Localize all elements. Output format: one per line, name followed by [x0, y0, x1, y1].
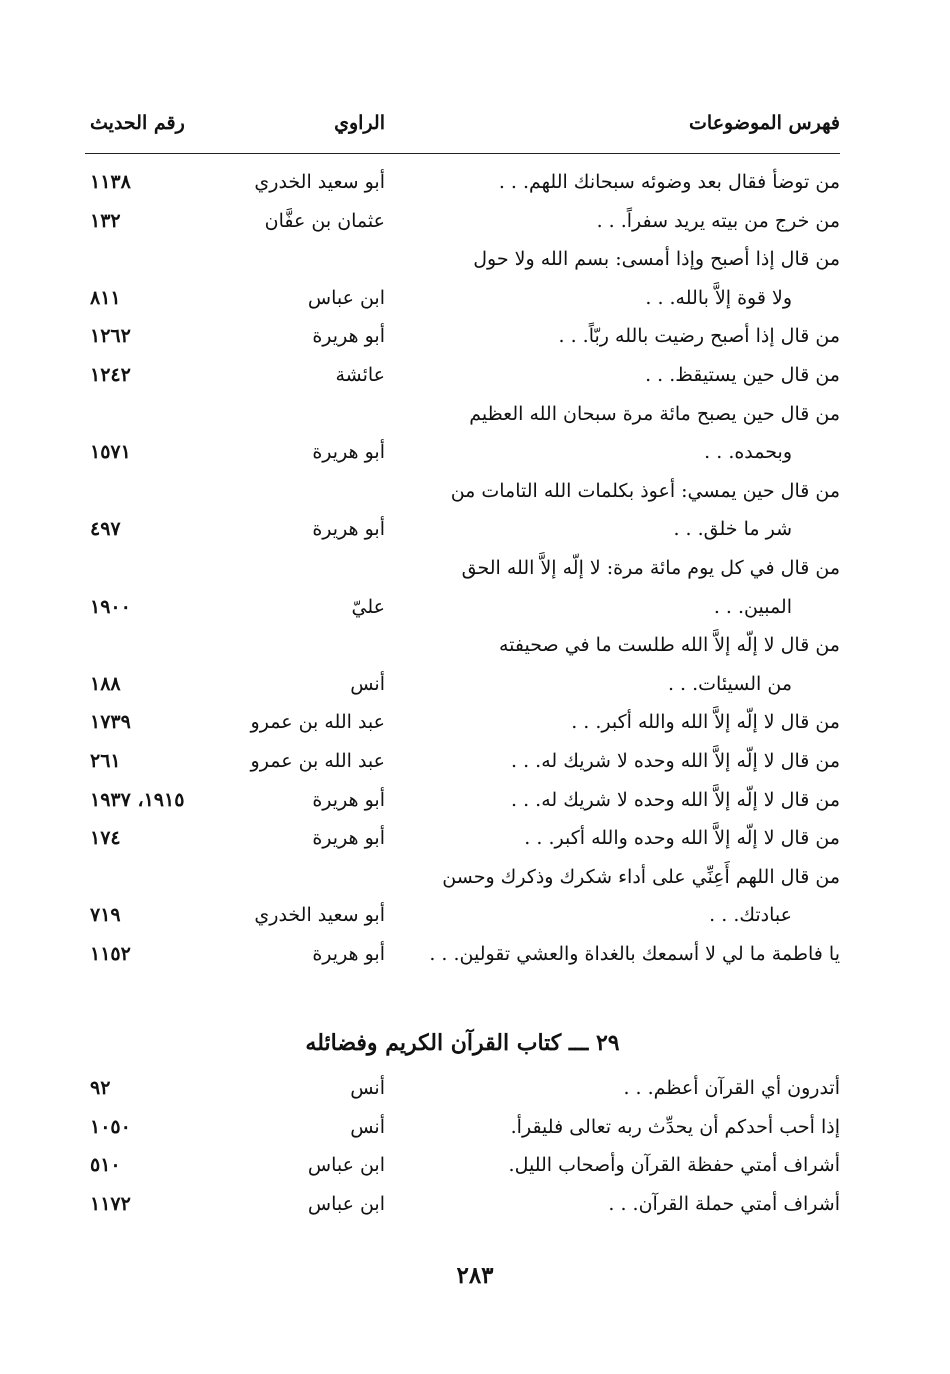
hadith-number: ١٩١٥، ١٩٣٧ — [90, 788, 185, 811]
hadith-number: ٨١١ — [90, 286, 121, 309]
hadith-number: ١١٥٢ — [90, 942, 131, 965]
topic-text: من قال لا إلّه إلاَّ الله وحده لا شريك له. . . — [511, 749, 840, 772]
topic-text: من قال حين يستيقظ. . . — [645, 363, 840, 386]
index-row — [85, 596, 840, 635]
index-row — [85, 827, 840, 866]
index-row — [85, 673, 840, 712]
topic-text: من قال حين يمسي: أعوذ بكلمات الله التامات من — [450, 479, 840, 502]
hadith-number: ١٧٣٩ — [90, 711, 131, 734]
topic-text: ولا قوة إلاَّ بالله. . . — [645, 286, 792, 309]
index-row — [85, 1193, 840, 1232]
hadith-number-column-header: رقم الحديث — [90, 112, 185, 134]
narrator-text: أبو هريرة — [312, 942, 385, 965]
index-row — [85, 518, 840, 557]
narrator-text: أنس — [350, 672, 385, 695]
hadith-number: ٧١٩ — [90, 904, 121, 927]
hadith-number: ١٩٠٠ — [90, 595, 131, 618]
index-row — [85, 1154, 840, 1193]
narrator-text: أنس — [350, 1077, 385, 1099]
narrator-text: أنس — [350, 1115, 385, 1138]
index-list — [85, 171, 840, 981]
index-row — [85, 171, 840, 210]
topic-text: من توضأ فقال بعد وضوئه سبحانك اللهم. . . — [498, 171, 840, 193]
narrator-text: عليّ — [351, 595, 385, 618]
topic-text: وبحمده. . . — [704, 441, 792, 464]
hadith-number: ٢٦١ — [90, 749, 121, 772]
hadith-number: ١٢٦٢ — [90, 325, 131, 348]
hadith-number: ٥١٠ — [90, 1154, 121, 1177]
hadith-number: ١١٣٨ — [90, 171, 131, 193]
topic-text: من قال لا إلّه إلاَّ الله وحده لا شريك له. . . — [511, 788, 840, 811]
index-row — [85, 634, 840, 673]
index-row — [85, 210, 840, 249]
index-row — [85, 789, 840, 828]
index-row — [85, 480, 840, 519]
hadith-number: ١٠٥٠ — [90, 1115, 131, 1138]
topic-text: من قال لا إلّه إلاَّ الله والله أكبر. . . — [571, 711, 840, 734]
topic-text: من قال اللهم أَعِنِّي على أداء شكرك وذكرك وحسن — [442, 865, 840, 888]
topic-text: أشراف أمتي حفظة القرآن وأصحاب الليل. — [508, 1154, 840, 1177]
narrator-text: عائشة — [335, 363, 385, 386]
index-row — [85, 287, 840, 326]
hadith-number: ٩٢ — [90, 1077, 111, 1099]
topic-text: من قال إذا أصبح رضيت بالله ربّاً. . . — [558, 325, 840, 348]
narrator-text: عبد الله بن عمرو — [250, 749, 385, 772]
hadith-number: ١١٧٢ — [90, 1192, 131, 1215]
index-row — [85, 248, 840, 287]
narrator-text: أبو هريرة — [312, 325, 385, 348]
index-row — [85, 904, 840, 943]
index-row — [85, 1077, 840, 1116]
index-row — [85, 1116, 840, 1155]
index-row — [85, 325, 840, 364]
topic-text: أتدرون أي القرآن أعظم. . . — [623, 1077, 840, 1099]
topic-text: من قال في كل يوم مائة مرة: لا إلّه إلاَّ الله الحق — [461, 556, 840, 579]
table-header — [85, 112, 840, 146]
topic-text: شر ما خلق. . . — [673, 518, 792, 541]
index-row — [85, 441, 840, 480]
topic-text: من قال إذا أصبح وإذا أمسى: بسم الله ولا حول — [473, 248, 840, 271]
narrator-text: ابن عباس — [307, 1192, 385, 1215]
hadith-number: ١٢٤٢ — [90, 363, 131, 386]
index-row — [85, 711, 840, 750]
topic-text: من السيئات. . . — [667, 672, 792, 695]
narrator-text: أبو سعيد الخدري — [254, 904, 385, 927]
hadith-number: ٤٩٧ — [90, 518, 121, 541]
narrator-text: ابن عباس — [307, 286, 385, 309]
section-index-list — [85, 1077, 840, 1231]
topic-text: إذا أحب أحدكم أن يحدِّث ربه تعالى فليقرأ. — [510, 1115, 840, 1138]
topic-text: من قال حين يصبح مائة مرة سبحان الله العظيم — [469, 402, 840, 425]
topic-text: عبادتك. . . — [709, 904, 792, 927]
topic-text: من قال لا إلّه إلاَّ الله طلست ما في صحيفته — [499, 634, 840, 657]
narrator-text: أبو هريرة — [312, 441, 385, 464]
narrator-column-header: الراوي — [334, 112, 385, 134]
topic-text: أشراف أمتي حملة القرآن. . . — [608, 1192, 840, 1215]
index-row — [85, 943, 840, 982]
hadith-number: ١٣٢ — [90, 209, 121, 232]
index-row — [85, 364, 840, 403]
topic-text: يا فاطمة ما لي لا أسمعك بالغداة والعشي تقولين. . . — [429, 942, 840, 965]
topic-text: من خرج من بيته يريد سفراً. . . — [596, 209, 840, 232]
topic-text: المبين. . . — [713, 595, 792, 618]
hadith-number: ١٨٨ — [90, 672, 121, 695]
narrator-text: ابن عباس — [307, 1154, 385, 1177]
index-row — [85, 557, 840, 596]
section-heading: ٢٩ ـــ كتاب القرآن الكريم وفضائله — [305, 1030, 620, 1056]
narrator-text: عبد الله بن عمرو — [250, 711, 385, 734]
index-row — [85, 866, 840, 905]
header-divider — [85, 153, 840, 154]
narrator-text: أبو سعيد الخدري — [254, 171, 385, 193]
topic-text: من قال لا إلّه إلاَّ الله وحده والله أكبر. . . — [524, 827, 840, 850]
narrator-text: أبو هريرة — [312, 788, 385, 811]
narrator-text: عثمان بن عفَّان — [264, 209, 385, 232]
hadith-number: ١٧٤ — [90, 827, 121, 850]
page-number: ٢٨٣ — [456, 1262, 494, 1289]
narrator-text: أبو هريرة — [312, 518, 385, 541]
hadith-number: ١٥٧١ — [90, 441, 131, 464]
index-row — [85, 750, 840, 789]
topic-column-header: فهرس الموضوعات — [689, 112, 840, 134]
index-row — [85, 403, 840, 442]
narrator-text: أبو هريرة — [312, 827, 385, 850]
